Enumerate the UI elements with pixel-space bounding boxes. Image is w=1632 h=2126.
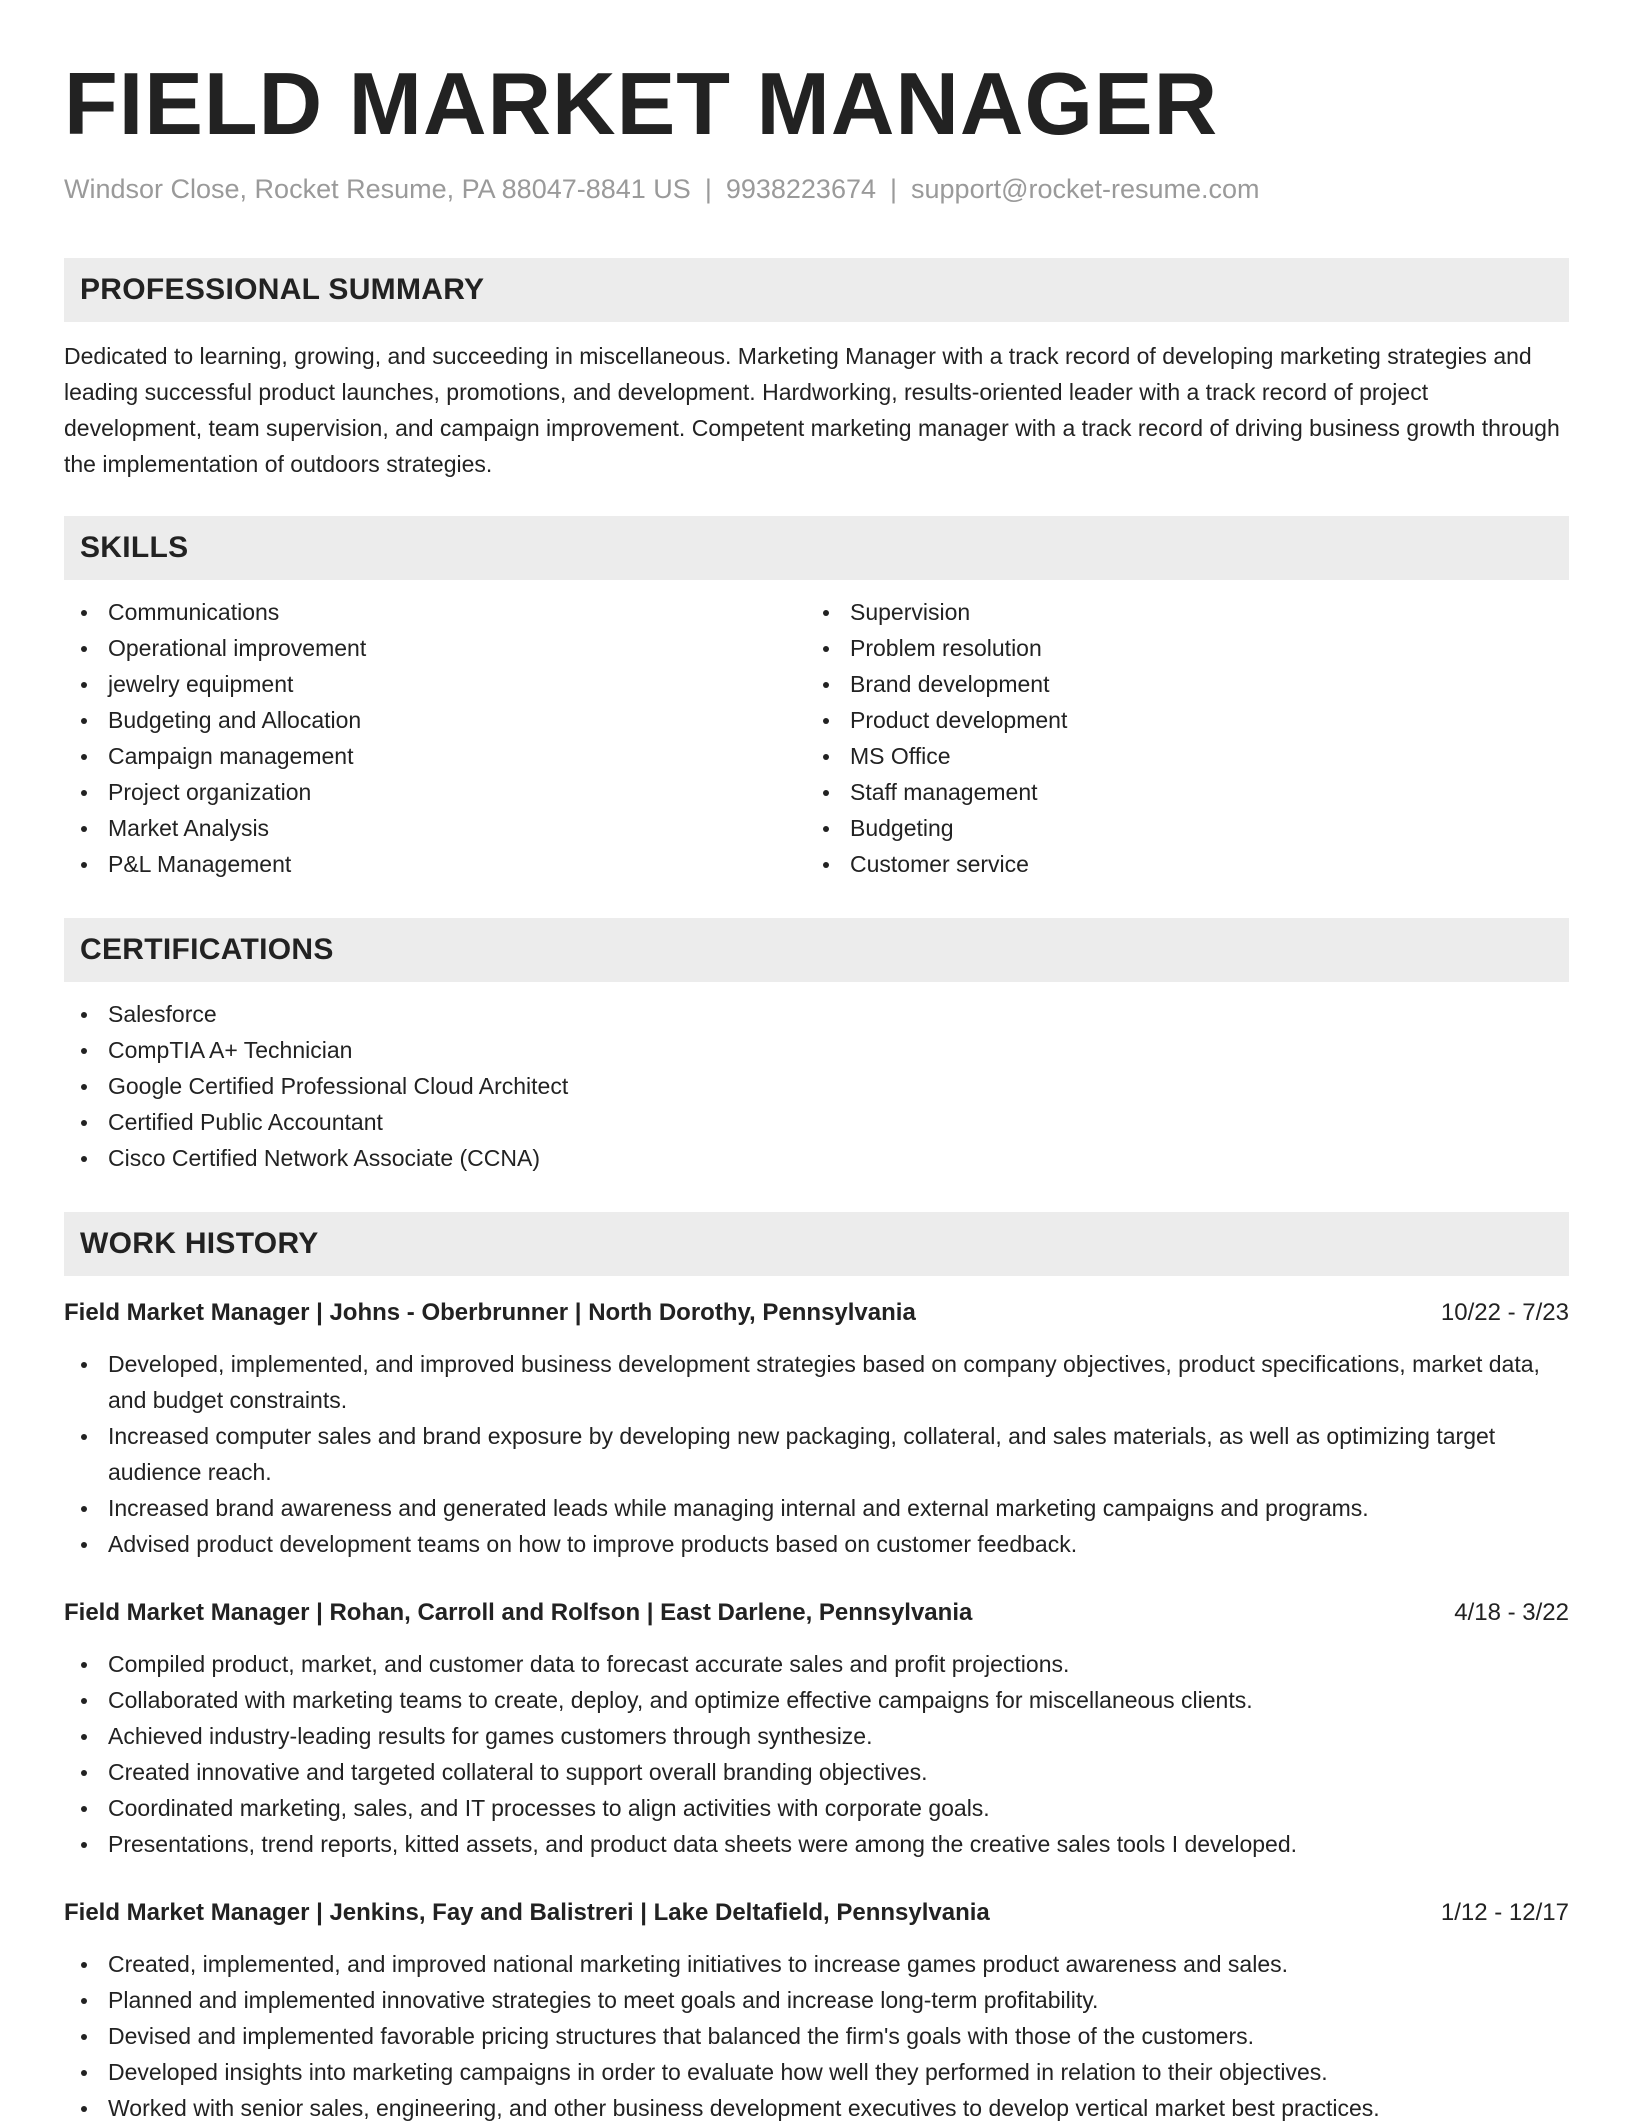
contact-separator: | (890, 174, 898, 204)
job-bullet-list (64, 1946, 1569, 2126)
section-header-work-history: WORK HISTORY (64, 1212, 1569, 1276)
contact-line (64, 172, 1569, 206)
certification-item: Cisco Certified Network Associate (CCNA) (64, 1140, 1569, 1176)
certifications-list (64, 996, 1569, 1176)
job-heading-row (64, 1596, 1569, 1630)
job-bullet-list (64, 1646, 1569, 1862)
skill-item: Communications (64, 594, 806, 630)
job-heading-row (64, 1896, 1569, 1930)
job-bullet: Worked with senior sales, engineering, and other business development executives to develop vertical market best practices. (64, 2090, 1569, 2126)
job-entry (64, 1896, 1569, 2126)
skill-item: Project organization (64, 774, 806, 810)
certification-item: Salesforce (64, 996, 1569, 1032)
resume-page (64, 0, 1569, 2126)
resume-title: FIELD MARKET MANAGER (64, 54, 1219, 153)
job-bullet: Created, implemented, and improved national marketing initiatives to increase games product awareness and sales. (64, 1946, 1569, 1982)
certification-item: Certified Public Accountant (64, 1104, 1569, 1140)
job-heading: Field Market Manager | Jenkins, Fay and Balistreri | Lake Deltafield, Pennsylvania (64, 1899, 990, 1926)
job-bullet: Compiled product, market, and customer data to forecast accurate sales and profit projections. (64, 1646, 1569, 1682)
skill-item: Problem resolution (806, 630, 1548, 666)
job-dates: 1/12 - 12/17 (1440, 1899, 1569, 1926)
skills-grid (64, 594, 1569, 882)
job-bullet: Increased computer sales and brand exposure by developing new packaging, collateral, and sales materials, as well as optimizing target audience reach. (64, 1418, 1569, 1490)
skill-item: Budgeting and Allocation (64, 702, 806, 738)
job-heading: Field Market Manager | Rohan, Carroll and Rolfson | East Darlene, Pennsylvania (64, 1599, 973, 1626)
skill-item: Supervision (806, 594, 1548, 630)
skill-item: jewelry equipment (64, 666, 806, 702)
skill-item: Market Analysis (64, 810, 806, 846)
section-header-certifications: CERTIFICATIONS (64, 918, 1569, 982)
job-entry (64, 1296, 1569, 1562)
job-bullet: Planned and implemented innovative strategies to meet goals and increase long-term profitability. (64, 1982, 1569, 2018)
job-bullet: Developed, implemented, and improved business development strategies based on company objectives, product specifications, market data, and budget constraints. (64, 1346, 1569, 1418)
job-bullet: Increased brand awareness and generated leads while managing internal and external marketing campaigns and programs. (64, 1490, 1569, 1526)
job-bullet: Devised and implemented favorable pricing structures that balanced the firm's goals with those of the customers. (64, 2018, 1569, 2054)
job-heading: Field Market Manager | Johns - Oberbrunner | North Dorothy, Pennsylvania (64, 1299, 916, 1326)
job-dates: 4/18 - 3/22 (1454, 1599, 1569, 1626)
summary-text: Dedicated to learning, growing, and succeeding in miscellaneous. Marketing Manager with a track record of developing marketing strategies and leading successful product launches, promotions, and development. Hardworking, results-oriented leader with a track record of project development, team supervision, and campaign improvement. Competent marketing manager with a track record of driving business growth through the implementation of outdoors strategies. (64, 343, 1560, 477)
contact-email[interactable]: support@rocket-resume.com (911, 174, 1260, 204)
certification-item: CompTIA A+ Technician (64, 1032, 1569, 1068)
job-entry (64, 1596, 1569, 1862)
skill-item: Campaign management (64, 738, 806, 774)
job-heading-row (64, 1296, 1569, 1330)
contact-separator: | (704, 174, 712, 204)
contact-address: Windsor Close, Rocket Resume, PA 88047-8841 US (64, 174, 691, 204)
job-bullet: Developed insights into marketing campaigns in order to evaluate how well they performed in relation to their objectives. (64, 2054, 1569, 2090)
job-bullet: Advised product development teams on how to improve products based on customer feedback. (64, 1526, 1569, 1562)
skill-item: Product development (806, 702, 1548, 738)
skill-item: P&L Management (64, 846, 806, 882)
certification-item: Google Certified Professional Cloud Architect (64, 1068, 1569, 1104)
job-dates: 10/22 - 7/23 (1440, 1299, 1569, 1326)
skill-item: MS Office (806, 738, 1548, 774)
skill-item: Customer service (806, 846, 1548, 882)
job-bullet-list (64, 1346, 1569, 1562)
skill-item: Staff management (806, 774, 1548, 810)
contact-phone: 9938223674 (725, 174, 876, 204)
job-bullet: Achieved industry-leading results for games customers through synthesize. (64, 1718, 1569, 1754)
skills-left-column (64, 594, 806, 882)
job-bullet: Presentations, trend reports, kitted assets, and product data sheets were among the creative sales tools I developed. (64, 1826, 1569, 1862)
section-header-summary: PROFESSIONAL SUMMARY (64, 258, 1569, 322)
job-bullet: Collaborated with marketing teams to create, deploy, and optimize effective campaigns for miscellaneous clients. (64, 1682, 1569, 1718)
job-bullet: Coordinated marketing, sales, and IT processes to align activities with corporate goals. (64, 1790, 1569, 1826)
section-header-skills: SKILLS (64, 516, 1569, 580)
skill-item: Operational improvement (64, 630, 806, 666)
skills-right-column (806, 594, 1548, 882)
skill-item: Budgeting (806, 810, 1548, 846)
job-bullet: Created innovative and targeted collateral to support overall branding objectives. (64, 1754, 1569, 1790)
skill-item: Brand development (806, 666, 1548, 702)
